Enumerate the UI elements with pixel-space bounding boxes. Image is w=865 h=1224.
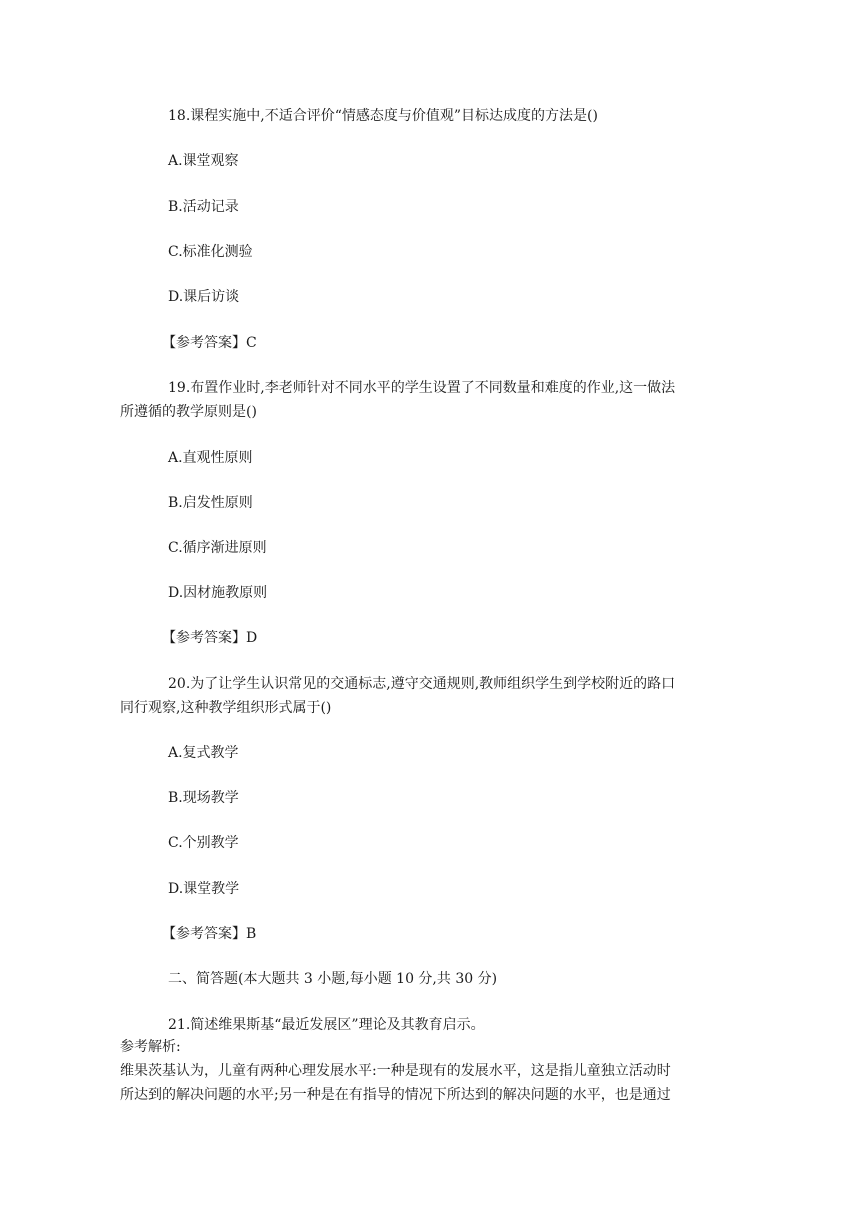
question-18-option-b: B.活动记录 [168,199,239,215]
question-20-stem-line-1: 20.为了让学生认识常见的交通标志,遵守交通规则,教师组织学生到学校附近的路口 [168,676,676,692]
analysis-body-line-1: 维果茨基认为，儿童有两种心理发展水平:一种是现有的发展水平，这是指儿童独立活动时 [120,1063,671,1079]
question-19-stem-line-1: 19.布置作业时,李老师针对不同水平的学生设置了不同数量和难度的作业,这一做法 [168,380,676,396]
question-20-option-a: A.复式教学 [168,745,239,761]
analysis-label: 参考解析: [120,1039,181,1055]
question-19-option-d: D.因材施教原则 [168,585,268,601]
question-20-option-c: C.个别教学 [168,835,239,851]
question-20-option-b: B.现场教学 [168,790,239,806]
question-20-option-d: D.课堂教学 [168,881,240,897]
question-20-answer: 【参考答案】B [162,926,257,942]
question-18-option-c: C.标准化测验 [168,244,253,260]
analysis-body-line-2: 所达到的解决问题的水平;另一种是在有指导的情况下所达到的解决问题的水平，也是通过 [120,1087,671,1103]
question-18-option-a: A.课堂观察 [168,153,239,169]
question-18-option-d: D.课后访谈 [168,289,240,305]
question-19-option-a: A.直观性原则 [168,450,253,466]
question-20-stem-line-2: 同行观察,这种教学组织形式属于() [120,700,332,716]
question-19-stem-line-2: 所遵循的教学原则是() [120,404,257,420]
question-21-stem: 21.简述维果斯基“最近发展区”理论及其教育启示。 [168,1017,485,1033]
question-18-answer: 【参考答案】C [162,335,257,351]
question-18-stem: 18.课程实施中,不适合评价“情感态度与价值观”目标达成度的方法是() [168,108,598,124]
question-19-option-b: B.启发性原则 [168,495,253,511]
section-heading: 二、简答题(本大题共 3 小题,每小题 10 分,共 30 分) [168,971,498,987]
question-19-option-c: C.循序渐进原则 [168,540,267,556]
question-19-answer: 【参考答案】D [162,630,258,646]
